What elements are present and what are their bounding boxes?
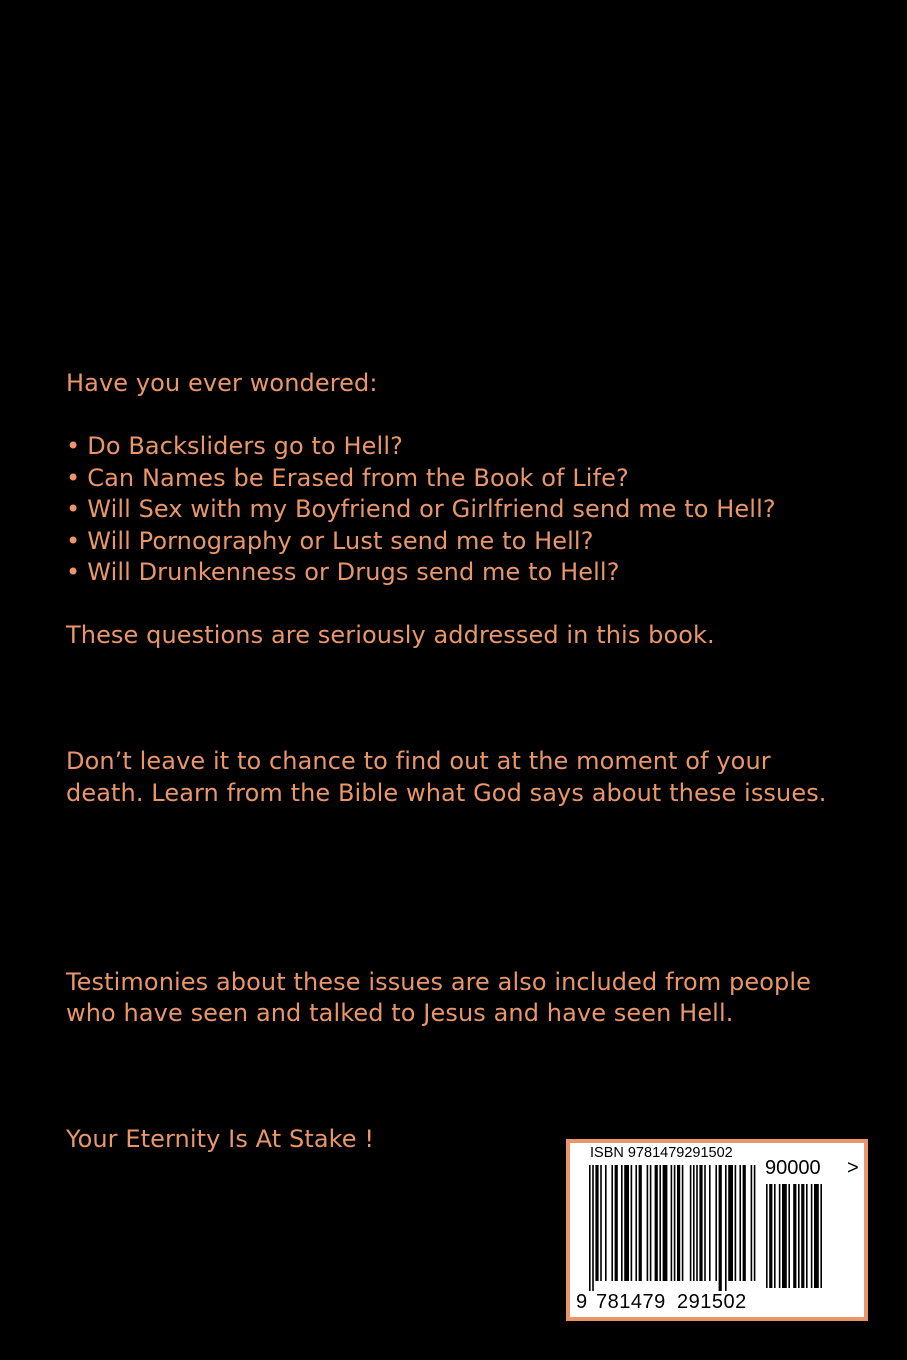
barcode-bar	[751, 1165, 753, 1281]
barcode-bar	[793, 1184, 796, 1288]
bullet-icon: •	[66, 432, 81, 460]
barcode-bar	[650, 1165, 652, 1281]
barcode-bar	[715, 1165, 717, 1281]
question-item	[66, 463, 866, 495]
question-item	[66, 431, 866, 463]
question-item	[66, 557, 866, 589]
barcode-bar	[820, 1184, 822, 1288]
barcode-digit-group: 291502	[677, 1291, 747, 1313]
question-item	[66, 526, 866, 558]
barcode-bar	[674, 1165, 676, 1281]
question-list	[66, 431, 866, 589]
barcode-bar	[600, 1165, 602, 1281]
addon-arrow-icon: >	[847, 1157, 859, 1179]
addon-bars-icon	[766, 1184, 824, 1300]
barcode-bar	[592, 1165, 594, 1291]
barcode-bar	[766, 1184, 768, 1288]
closing-line: Your Eternity Is At Stake !	[66, 1125, 375, 1153]
barcode-bar	[647, 1165, 649, 1281]
chance-paragraph	[66, 683, 866, 872]
testimonies-line: Testimonies about these issues are also included from people	[66, 967, 811, 996]
testimonies-line: who have seen and talked to Jesus and have seen Hell.	[66, 999, 734, 1027]
barcode-bar	[774, 1184, 776, 1288]
barcode-bar	[677, 1165, 680, 1281]
barcode-bar	[704, 1165, 706, 1281]
bullet-icon: •	[66, 558, 81, 586]
barcode-bar	[611, 1165, 613, 1281]
barcode-bar	[595, 1165, 598, 1281]
testimonies-paragraph	[66, 904, 866, 1093]
addon-digits: 90000	[765, 1157, 821, 1179]
barcode-digit-group: 781479	[596, 1291, 666, 1313]
barcode-bar	[659, 1165, 661, 1281]
barcode-bar	[806, 1184, 808, 1288]
barcode-bar	[696, 1165, 698, 1281]
question-text: Will Sex with my Boyfriend or Girlfriend send me to Hell?	[87, 495, 776, 523]
barcode-bar	[699, 1165, 702, 1281]
barcode-bar	[709, 1165, 711, 1281]
barcode-bar	[671, 1165, 673, 1281]
barcode-bar	[801, 1184, 804, 1288]
barcode-bar	[624, 1165, 629, 1281]
barcode-bar	[639, 1165, 642, 1281]
intro-line: Have you ever wondered:	[66, 369, 378, 397]
barcode-bar	[605, 1165, 607, 1281]
blurb-text	[66, 368, 866, 1187]
addressed-paragraph: These questions are seriously addressed in this book.	[66, 621, 715, 649]
barcode-bar	[663, 1165, 668, 1281]
question-item	[66, 494, 866, 526]
bullet-icon: •	[66, 495, 81, 523]
barcode-bar	[769, 1184, 772, 1288]
chance-line: Don’t leave it to chance to find out at the moment of your	[66, 747, 771, 775]
barcode-lead-digit: 9	[576, 1291, 588, 1313]
barcode-bar	[798, 1184, 800, 1288]
barcode-bar	[615, 1165, 618, 1281]
question-text: Can Names be Erased from the Book of Life?	[87, 463, 629, 492]
question-text: Do Backsliders go to Hell?	[87, 432, 403, 460]
barcode-bar	[735, 1165, 737, 1281]
barcode-bar	[655, 1165, 658, 1281]
barcode-bar	[811, 1184, 813, 1288]
barcode-bar	[690, 1165, 692, 1281]
barcode-bar	[693, 1165, 695, 1281]
barcode-bar	[779, 1184, 781, 1288]
question-text: Will Pornography or Lust send me to Hell?	[87, 526, 594, 555]
barcode-bar	[682, 1165, 684, 1281]
barcode-bar	[728, 1165, 733, 1281]
barcode-bar	[589, 1165, 591, 1291]
bullet-icon: •	[66, 526, 81, 555]
barcode-bar	[743, 1165, 746, 1281]
barcode-bar	[739, 1165, 741, 1281]
bullet-icon: •	[66, 463, 81, 492]
barcode-bar	[631, 1165, 633, 1281]
chance-line: death. Learn from the Bible what God says about these issues.	[66, 778, 827, 807]
isbn-label: ISBN 9781479291502	[590, 1145, 733, 1161]
barcode-bar	[782, 1184, 787, 1288]
barcode-bar	[719, 1165, 722, 1291]
barcode-bar	[814, 1184, 819, 1288]
barcode-bar	[635, 1165, 637, 1281]
barcode-bars-icon	[589, 1165, 759, 1293]
barcode-bar	[621, 1165, 623, 1281]
barcode-bar	[725, 1165, 727, 1291]
barcode-bar	[754, 1165, 756, 1281]
barcode-bar	[788, 1184, 790, 1288]
isbn-barcode	[566, 1139, 868, 1321]
question-text: Will Drunkenness or Drugs send me to Hell?	[87, 558, 620, 586]
